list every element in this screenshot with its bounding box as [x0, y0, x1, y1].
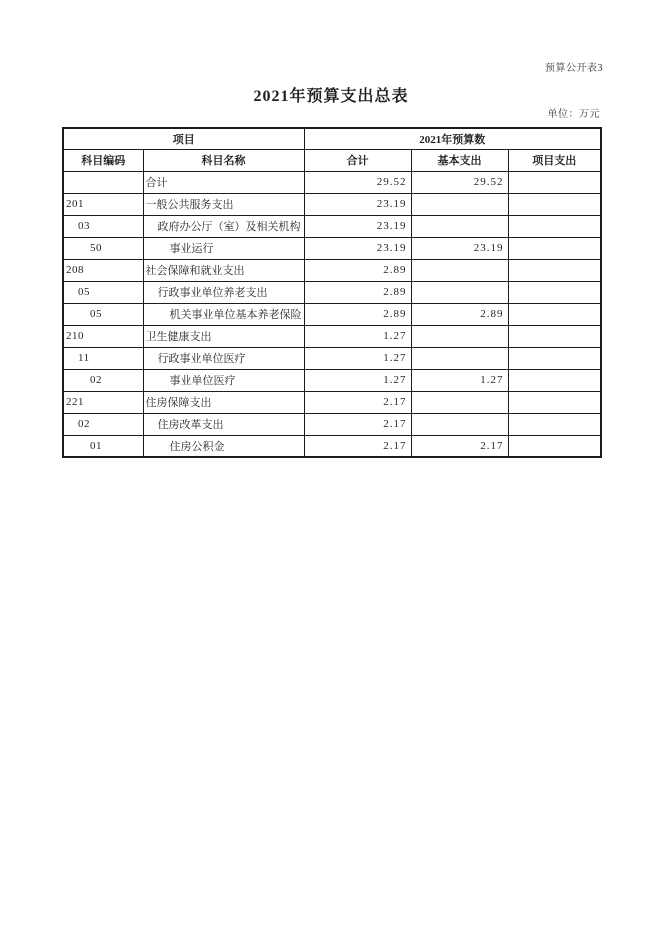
cell-total: 2.89: [304, 303, 411, 325]
cell-subject-name: 卫生健康支出: [143, 325, 304, 347]
cell-subject-name: 事业运行: [143, 237, 304, 259]
cell-total: 29.52: [304, 171, 411, 193]
cell-subject-name: 合计: [143, 171, 304, 193]
cell-subject-name: 政府办公厅（室）及相关机构: [143, 215, 304, 237]
header-group-budget: 2021年预算数: [304, 128, 601, 149]
cell-basic: [411, 215, 508, 237]
cell-basic: [411, 281, 508, 303]
unit-label: 单位：万元: [547, 109, 600, 120]
cell-subject-name: 机关事业单位基本养老保险: [143, 303, 304, 325]
table-row: [63, 325, 601, 347]
cell-basic: [411, 347, 508, 369]
table-body: [63, 171, 601, 457]
cell-total: 2.17: [304, 435, 411, 457]
cell-total: 2.17: [304, 413, 411, 435]
cell-basic: [411, 413, 508, 435]
cell-subject-code: 02: [63, 369, 143, 391]
table-row: [63, 281, 601, 303]
cell-project: [508, 237, 601, 259]
table-row: [63, 413, 601, 435]
table-row: [63, 215, 601, 237]
cell-basic: 2.17: [411, 435, 508, 457]
header-col-code: 科目编码: [63, 149, 143, 171]
cell-project: [508, 171, 601, 193]
cell-basic: 2.89: [411, 303, 508, 325]
cell-total: 1.27: [304, 347, 411, 369]
cell-subject-code: 208: [63, 259, 143, 281]
table-row: [63, 435, 601, 457]
cell-subject-code: 03: [63, 215, 143, 237]
table-row: [63, 237, 601, 259]
cell-total: 23.19: [304, 193, 411, 215]
cell-project: [508, 435, 601, 457]
cell-subject-code: 221: [63, 391, 143, 413]
cell-subject-name: 住房公积金: [143, 435, 304, 457]
cell-subject-code: 01: [63, 435, 143, 457]
cell-project: [508, 347, 601, 369]
cell-total: 23.19: [304, 237, 411, 259]
cell-total: 2.89: [304, 281, 411, 303]
cell-total: 23.19: [304, 215, 411, 237]
cell-project: [508, 281, 601, 303]
cell-subject-name: 行政事业单位养老支出: [143, 281, 304, 303]
cell-subject-name: 行政事业单位医疗: [143, 347, 304, 369]
header-group-row: [63, 128, 601, 149]
cell-project: [508, 325, 601, 347]
header-group-item: 项目: [63, 128, 304, 149]
cell-subject-code: 05: [63, 303, 143, 325]
header-col-total: 合计: [304, 149, 411, 171]
table-header: [63, 128, 601, 171]
cell-subject-name: 事业单位医疗: [143, 369, 304, 391]
cell-project: [508, 369, 601, 391]
cell-subject-code: 201: [63, 193, 143, 215]
budget-table: [62, 127, 602, 458]
cell-basic: [411, 259, 508, 281]
cell-subject-name: 住房改革支出: [143, 413, 304, 435]
cell-subject-code: 02: [63, 413, 143, 435]
cell-basic: 1.27: [411, 369, 508, 391]
table-row: [63, 347, 601, 369]
table-row: [63, 369, 601, 391]
cell-subject-name: 一般公共服务支出: [143, 193, 304, 215]
cell-basic: [411, 193, 508, 215]
doc-label: 预算公开表3: [545, 63, 603, 74]
cell-basic: 23.19: [411, 237, 508, 259]
cell-subject-code: 50: [63, 237, 143, 259]
cell-subject-name: 社会保障和就业支出: [143, 259, 304, 281]
cell-total: 2.89: [304, 259, 411, 281]
table-row: [63, 303, 601, 325]
cell-basic: [411, 325, 508, 347]
cell-project: [508, 215, 601, 237]
page-title: 2021年预算支出总表: [253, 88, 409, 105]
header-cols-row: [63, 149, 601, 171]
header-col-basic: 基本支出: [411, 149, 508, 171]
cell-basic: 29.52: [411, 171, 508, 193]
cell-project: [508, 259, 601, 281]
header-col-project: 项目支出: [508, 149, 601, 171]
cell-subject-code: 210: [63, 325, 143, 347]
cell-project: [508, 391, 601, 413]
cell-basic: [411, 391, 508, 413]
table-row: [63, 193, 601, 215]
cell-subject-code: 11: [63, 347, 143, 369]
cell-subject-code: [63, 171, 143, 193]
cell-project: [508, 193, 601, 215]
table-row: [63, 391, 601, 413]
cell-total: 1.27: [304, 325, 411, 347]
table-row: [63, 171, 601, 193]
cell-total: 2.17: [304, 391, 411, 413]
cell-project: [508, 413, 601, 435]
cell-subject-code: 05: [63, 281, 143, 303]
cell-project: [508, 303, 601, 325]
cell-total: 1.27: [304, 369, 411, 391]
cell-subject-name: 住房保障支出: [143, 391, 304, 413]
header-col-name: 科目名称: [143, 149, 304, 171]
table-row: [63, 259, 601, 281]
